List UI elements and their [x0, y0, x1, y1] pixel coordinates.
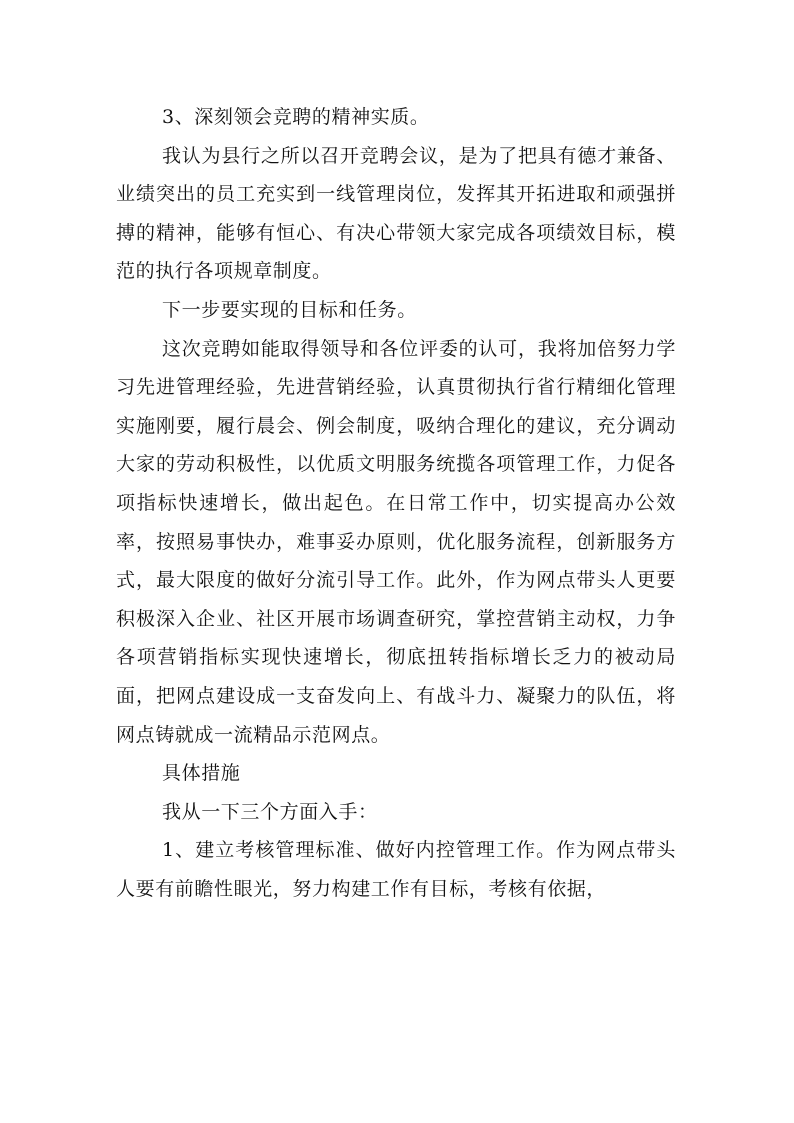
paragraph-6: 我从一下三个方面入手： [162, 800, 378, 823]
paragraph-2: 我认为县行之所以召开竞聘会议，是为了把具有德才兼备、业绩突出的员工充实到一线管理岗位，发挥其开拓进取和顽强拼搏的精神，能够有恒心、有决心带领大家完成各项绩效目标，模范的执行各项规章制度。 [116, 144, 676, 283]
body-text [116, 98, 676, 908]
paragraph-4: 这次竞聘如能取得领导和各位评委的认可，我将加倍努力学习先进管理经验，先进营销经验，认真贯彻执行省行精细化管理实施刚要，履行晨会、例会制度，吸纳合理化的建议，充分调动大家的劳动积极性，以优质文明服务统揽各项管理工作，力促各项指标快速增长，做出起色。在日常工作中，切实提高办公效率，按照易事快办，难事妥办原则，优化服务流程，创新服务方式，最大限度的做好分流引导工作。此外，作为网点带头人更要积极深入企业、社区开展市场调查研究，掌控营销主动权，力争各项营销指标实现快速增长，彻底扭转指标增长乏力的被动局面，把网点建设成一支奋发向上、有战斗力、凝聚力的队伍，将网点铸就成一流精品示范网点。 [116, 337, 676, 746]
paragraph-3: 下一步要实现的目标和任务。 [162, 298, 417, 321]
paragraph-5: 具体措施 [162, 762, 241, 785]
paragraph-1: 3、深刻领会竞聘的精神实质。 [162, 106, 430, 128]
paragraph-7: 1、建立考核管理标准、做好内控管理工作。作为网点带头人要有前瞻性眼光，努力构建工作有目标，考核有依据， [116, 839, 676, 900]
